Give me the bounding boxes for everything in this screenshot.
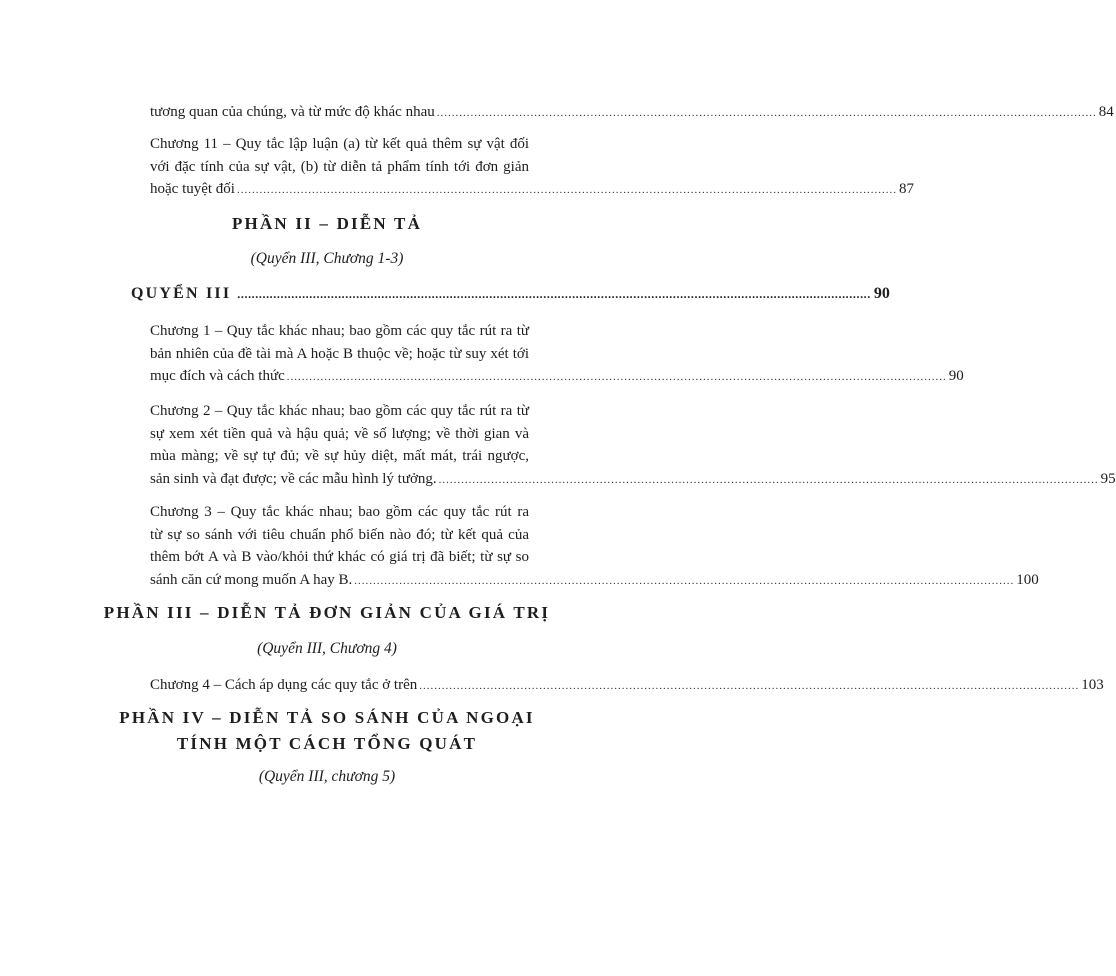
page-number: 84: [1098, 104, 1114, 120]
toc-entry-line: Chương 2 – Quy tắc khác nhau; bao gồm các quy tắc rút ra từ: [150, 403, 529, 419]
toc-entry-ch1[interactable]: [150, 320, 964, 389]
book-title: QUYỂN III: [131, 285, 232, 302]
dot-leader: ................................................................................................................................................................................: [236, 184, 897, 196]
toc-entry-text: sản sinh và đạt được; về các mẫu hình lý tưởng.: [150, 470, 437, 487]
toc-entry-text: hoặc tuyệt đối: [150, 181, 235, 197]
toc-entry-text: mục đích và cách thức: [150, 368, 285, 384]
toc-entry-text: Chương 4 – Cách áp dụng các quy tắc ở trên: [150, 677, 418, 693]
dot-leader: ................................................................................................................................................................................: [419, 680, 1080, 692]
page-number: 95: [1100, 470, 1116, 487]
toc-entry-ch2[interactable]: [150, 400, 1116, 491]
part-subtitle-4: (Quyển III, chương 5): [258, 768, 396, 785]
part-heading-3: PHẦN III – DIỄN TẢ ĐƠN GIẢN CỦA GIÁ TRỊ: [103, 603, 551, 622]
dot-leader: ................................................................................................................................................................................: [286, 371, 947, 383]
toc-entry-last-line: [150, 468, 1116, 492]
toc-entry-line: từ sự so sánh với tiêu chuẩn phổ biến nào đó; từ kết quả của: [150, 526, 529, 543]
dot-leader: ................................................................................................................................................................................: [237, 287, 871, 301]
toc-entry-line: bản nhiên của đề tài mà A hoặc B thuộc về; hoặc từ suy xét tới: [150, 345, 529, 362]
dot-leader: ................................................................................................................................................................................: [354, 574, 1015, 587]
toc-entry-last-line: [150, 569, 1039, 593]
toc-entry-ch3[interactable]: [150, 501, 1039, 592]
toc-entry-line: với đặc tính của sự vật, (b) từ diễn tả phẩm tính tới đơn giản: [150, 158, 529, 175]
toc-entry-line: mùa màng; về sự tự đủ; về sự hủy diệt, mất mát, trái ngược,: [150, 448, 529, 464]
toc-entry-text: sánh căn cứ mong muốn A hay B.: [150, 571, 353, 588]
toc-entry-line: Chương 3 – Quy tắc khác nhau; bao gồm các quy tắc rút ra: [150, 504, 529, 520]
dot-leader: ................................................................................................................................................................................: [438, 473, 1099, 486]
toc-entry-last-line: [150, 178, 914, 202]
toc-entry-text: tương quan của chúng, và từ mức độ khác nhau: [150, 104, 435, 120]
toc-entry-ch4[interactable]: [150, 674, 1104, 698]
toc-entry-line: thêm bớt A và B vào/khỏi thứ khác có giá trị đã biết; từ sự so: [150, 549, 529, 565]
toc-entry-last-line: [150, 365, 964, 389]
part-subtitle-3: (Quyển III, Chương 4): [257, 640, 397, 657]
page-number: 100: [1016, 571, 1039, 588]
toc-book-3[interactable]: [131, 285, 890, 303]
toc-entry-ch11[interactable]: [150, 133, 914, 202]
part-heading-4-line-1: PHẦN IV – DIỄN TẢ SO SÁNH CỦA NGOẠI: [119, 708, 535, 727]
page-number: 103: [1081, 677, 1104, 693]
toc-entry-line: sự xem xét tiền quả và hậu quả; về số lượng; về thời gian và: [150, 425, 529, 442]
toc-entry-last-line: [150, 674, 1104, 698]
toc-entry-line: Chương 11 – Quy tắc lập luận (a) từ kết quả thêm sự vật đối: [150, 136, 529, 152]
page-number: 87: [898, 181, 914, 197]
toc-entry-line: Chương 1 – Quy tắc khác nhau; bao gồm các quy tắc rút ra từ: [150, 323, 529, 339]
toc-entry-ch10-continued[interactable]: [150, 101, 1114, 125]
part-heading-4-line-2: TÍNH MỘT CÁCH TỔNG QUÁT: [176, 734, 478, 753]
page-number: 90: [873, 285, 890, 302]
dot-leader: ................................................................................................................................................................................: [436, 107, 1097, 119]
part-subtitle-2: (Quyển III, Chương 1-3): [250, 250, 404, 267]
part-heading-2: PHẦN II – DIỄN TẢ: [231, 214, 423, 233]
toc-entry-last-line: [150, 101, 1114, 125]
page-number: 90: [948, 368, 964, 384]
